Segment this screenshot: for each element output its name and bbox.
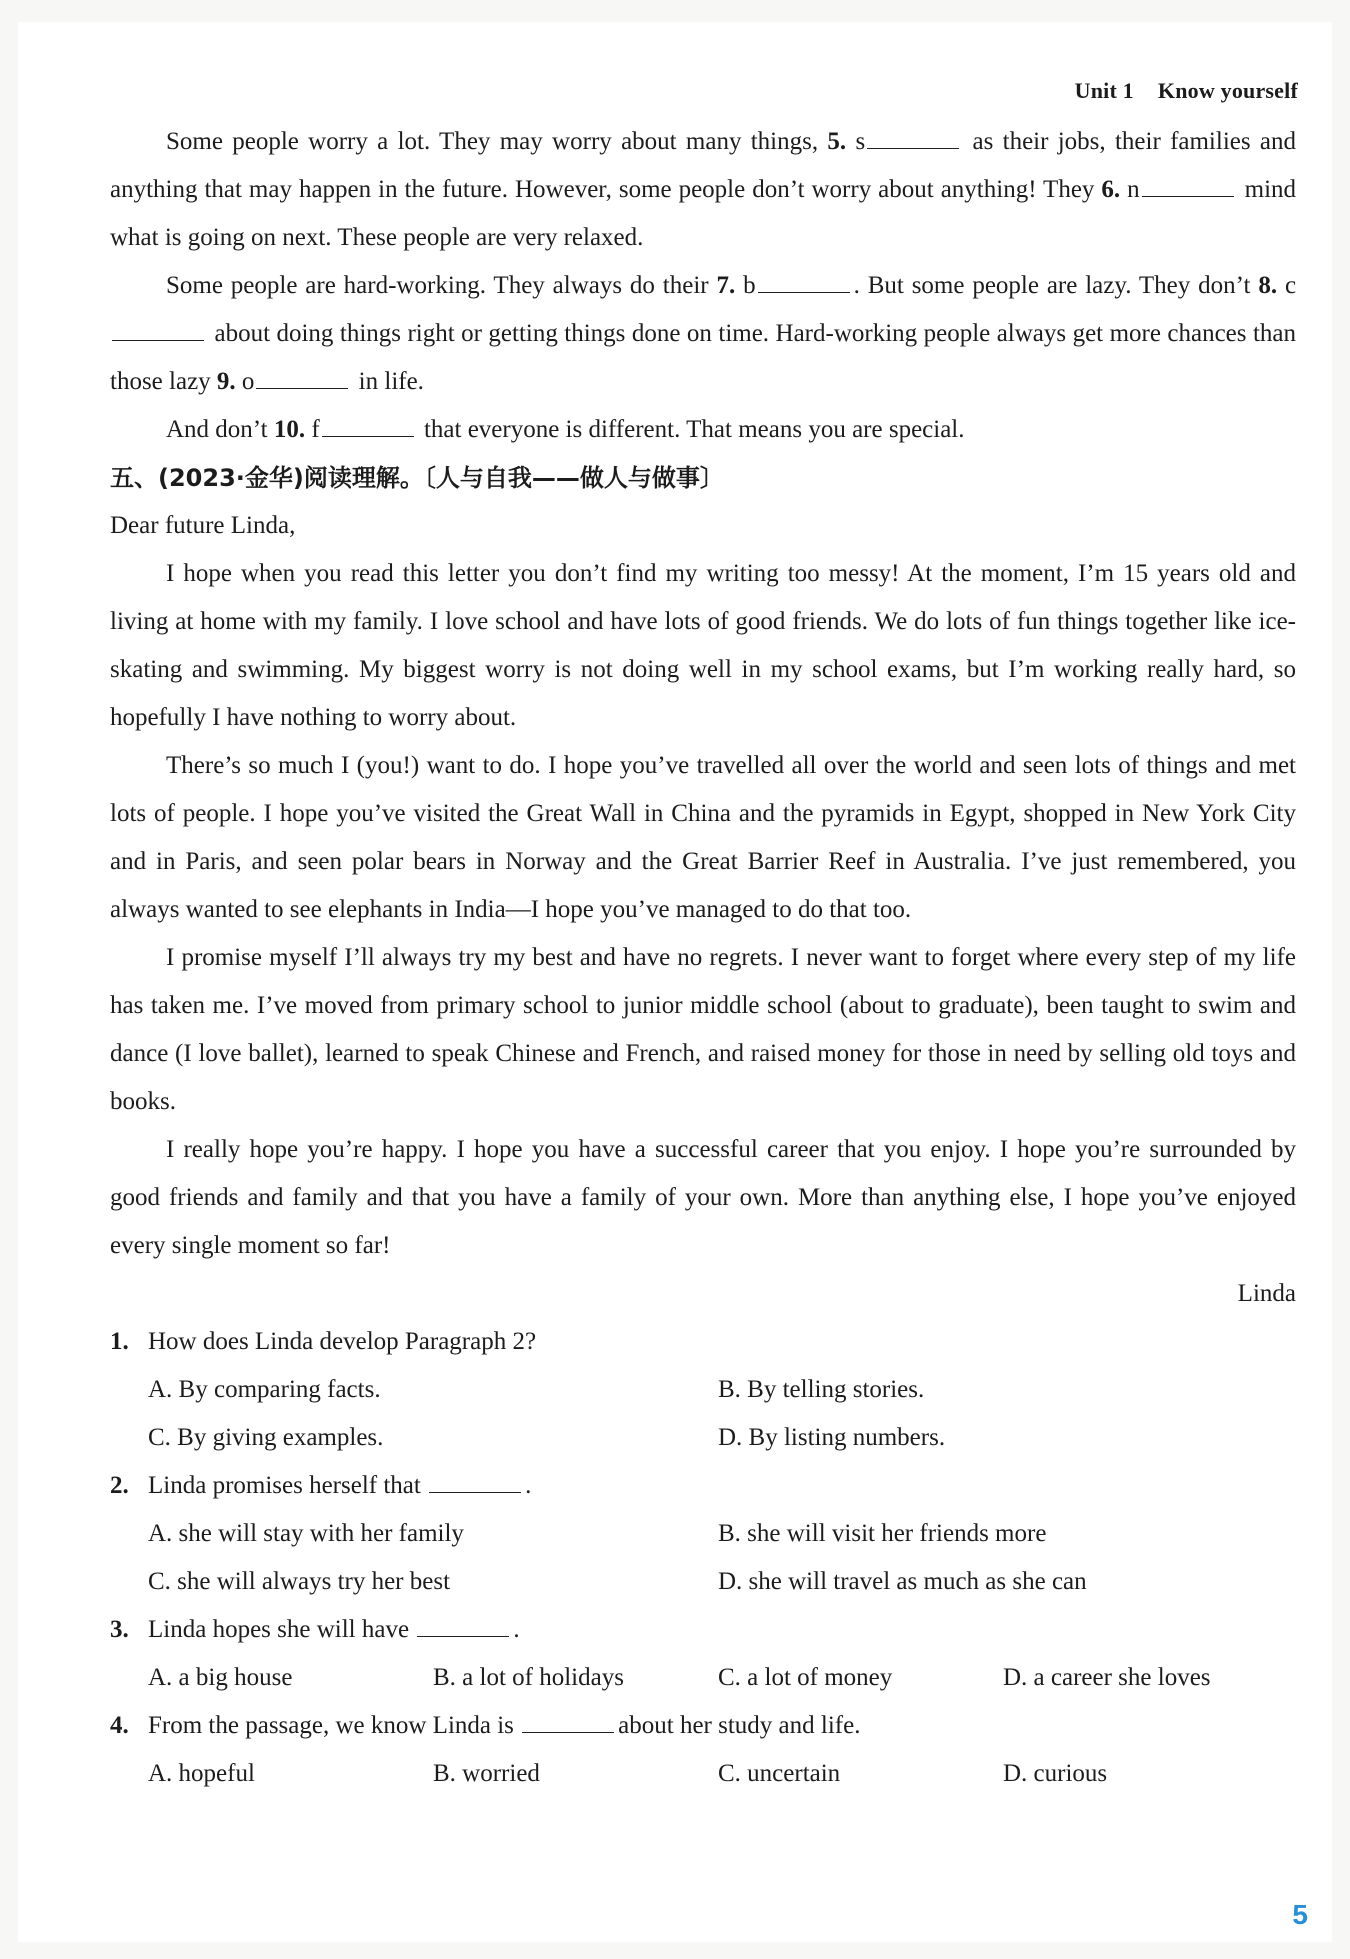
- question-text-after: about her study and life.: [618, 1712, 861, 1739]
- blank-number: 9.: [216, 368, 236, 395]
- cloze-paragraph-2: [110, 262, 1296, 406]
- question-stem: [110, 1462, 1296, 1510]
- question-stem: [110, 1702, 1296, 1750]
- text-run: And don’t: [166, 416, 268, 443]
- letter-paragraph: I really hope you’re happy. I hope you have a successful career that you enjoy. I hope you’re surrounded by good friends and family and that you have a family of your own. More than anything else, I hope you’ve enjoyed every single moment so far!: [110, 1136, 1296, 1259]
- option-row: [110, 1654, 1296, 1702]
- blank-initial: c: [1284, 272, 1297, 299]
- option-a[interactable]: A. By comparing facts.: [148, 1376, 381, 1403]
- option-row: [110, 1750, 1296, 1798]
- blank-initial: b: [743, 272, 756, 299]
- blank-initial: s: [855, 128, 866, 155]
- blank-line: [867, 128, 959, 149]
- blank-number: 10.: [273, 416, 306, 443]
- letter-paragraph: There’s so much I (you!) want to do. I hope you’ve travelled all over the world and seen lots of things and met lots of people. I hope you’ve visited the Great Wall in China and the pyramids in Egypt, shopped in New York City and in Paris, and seen polar bears in Norway and the Great Barrier Reef in Australia. I’ve just remembered, you always wanted to see elephants in India—I hope you’ve managed to do that too.: [110, 752, 1296, 923]
- question-number: 1.: [110, 1328, 129, 1355]
- unit-title: Know yourself: [1157, 78, 1298, 103]
- question-2: [110, 1462, 1296, 1606]
- blank-line: [256, 368, 348, 389]
- question-text: How does Linda develop Paragraph 2?: [148, 1328, 537, 1355]
- page-number: 5: [1292, 1899, 1308, 1930]
- option-a[interactable]: A. hopeful: [148, 1760, 255, 1787]
- question-number: 3.: [110, 1616, 129, 1643]
- question-text: Linda hopes she will have: [148, 1616, 410, 1643]
- option-a[interactable]: A. she will stay with her family: [148, 1520, 464, 1547]
- content: [110, 118, 1296, 1798]
- question-number: 2.: [110, 1472, 129, 1499]
- option-b[interactable]: B. By telling stories.: [718, 1376, 925, 1403]
- option-d[interactable]: D. By listing numbers.: [718, 1424, 946, 1451]
- blank-line: [322, 416, 414, 437]
- question-4: [110, 1702, 1296, 1798]
- blank-line: [112, 320, 204, 341]
- letter-signature: Linda: [1237, 1280, 1296, 1307]
- question-stem: [110, 1318, 1296, 1366]
- blank-initial: n: [1127, 176, 1140, 203]
- text-run: Some people are hard-working. They always do their: [166, 272, 709, 299]
- cloze-paragraph-3: [110, 406, 1296, 454]
- option-c[interactable]: C. By giving examples.: [148, 1424, 384, 1451]
- text-run: Some people worry a lot. They may worry about many things,: [166, 128, 819, 155]
- question-stem: [110, 1606, 1296, 1654]
- text-run: that everyone is different. That means you are special.: [423, 416, 965, 443]
- text-run: in life.: [358, 368, 424, 395]
- answer-blank: [522, 1712, 614, 1733]
- letter-salutation: Dear future Linda,: [110, 512, 296, 539]
- option-d[interactable]: D. she will travel as much as she can: [718, 1568, 1087, 1595]
- blank-number: 6.: [1101, 176, 1121, 203]
- question-text-after: .: [513, 1616, 520, 1643]
- option-b[interactable]: B. a lot of holidays: [433, 1664, 624, 1691]
- question-text: Linda promises herself that: [148, 1472, 421, 1499]
- unit-label: Unit 1: [1074, 78, 1134, 103]
- option-d[interactable]: D. a career she loves: [1003, 1664, 1211, 1691]
- option-c[interactable]: C. uncertain: [718, 1760, 841, 1787]
- section-title: 五、(2023·金华)阅读理解。〔人与自我——做人与做事〕: [110, 464, 724, 492]
- option-d[interactable]: D. curious: [1003, 1760, 1108, 1787]
- blank-line: [758, 272, 850, 293]
- running-header: [1075, 78, 1298, 104]
- blank-number: 7.: [716, 272, 736, 299]
- option-row: [110, 1366, 1296, 1414]
- blank-initial: f: [311, 416, 320, 443]
- option-a[interactable]: A. a big house: [148, 1664, 293, 1691]
- option-b[interactable]: B. worried: [433, 1760, 540, 1787]
- option-b[interactable]: B. she will visit her friends more: [718, 1520, 1047, 1547]
- question-text-after: .: [525, 1472, 532, 1499]
- option-row: [110, 1558, 1296, 1606]
- option-c[interactable]: C. she will always try her best: [148, 1568, 451, 1595]
- letter-paragraph: I hope when you read this letter you don’t find my writing too messy! At the moment, I’m 15 years old and living at home with my family. I love school and have lots of good friends. We do lots of fun things together like ice-skating and swimming. My biggest worry is not doing well in my school exams, but I’m working really hard, so hopefully I have nothing to worry about.: [110, 560, 1296, 731]
- question-text: From the passage, we know Linda is: [148, 1712, 514, 1739]
- question-number: 4.: [110, 1712, 129, 1739]
- blank-number: 5.: [827, 128, 847, 155]
- text-run: as their jobs, their families and anything that may happen in the future. However, some people don’t worry about anything! They: [110, 128, 1296, 203]
- text-run: . But some people are lazy. They don’t: [853, 272, 1251, 299]
- blank-line: [1142, 176, 1234, 197]
- text-run: about doing things right or getting things done on time. Hard-working people always get more chances than those lazy: [110, 320, 1296, 395]
- cloze-paragraph-1: [110, 118, 1296, 262]
- question-3: [110, 1606, 1296, 1702]
- answer-blank: [417, 1616, 509, 1637]
- answer-blank: [429, 1472, 521, 1493]
- blank-initial: o: [241, 368, 255, 395]
- blank-number: 8.: [1258, 272, 1278, 299]
- text-run: mind what is going on next. These people are very relaxed.: [110, 176, 1297, 251]
- option-row: [110, 1414, 1296, 1462]
- option-c[interactable]: C. a lot of money: [718, 1664, 893, 1691]
- letter-paragraph: I promise myself I’ll always try my best and have no regrets. I never want to forget where every step of my life has taken me. I’ve moved from primary school to junior middle school (about to graduate), been taught to swim and dance (I love ballet), learned to speak Chinese and French, and raised money for those in need by selling old toys and books.: [110, 944, 1296, 1115]
- option-row: [110, 1510, 1296, 1558]
- question-1: [110, 1318, 1296, 1462]
